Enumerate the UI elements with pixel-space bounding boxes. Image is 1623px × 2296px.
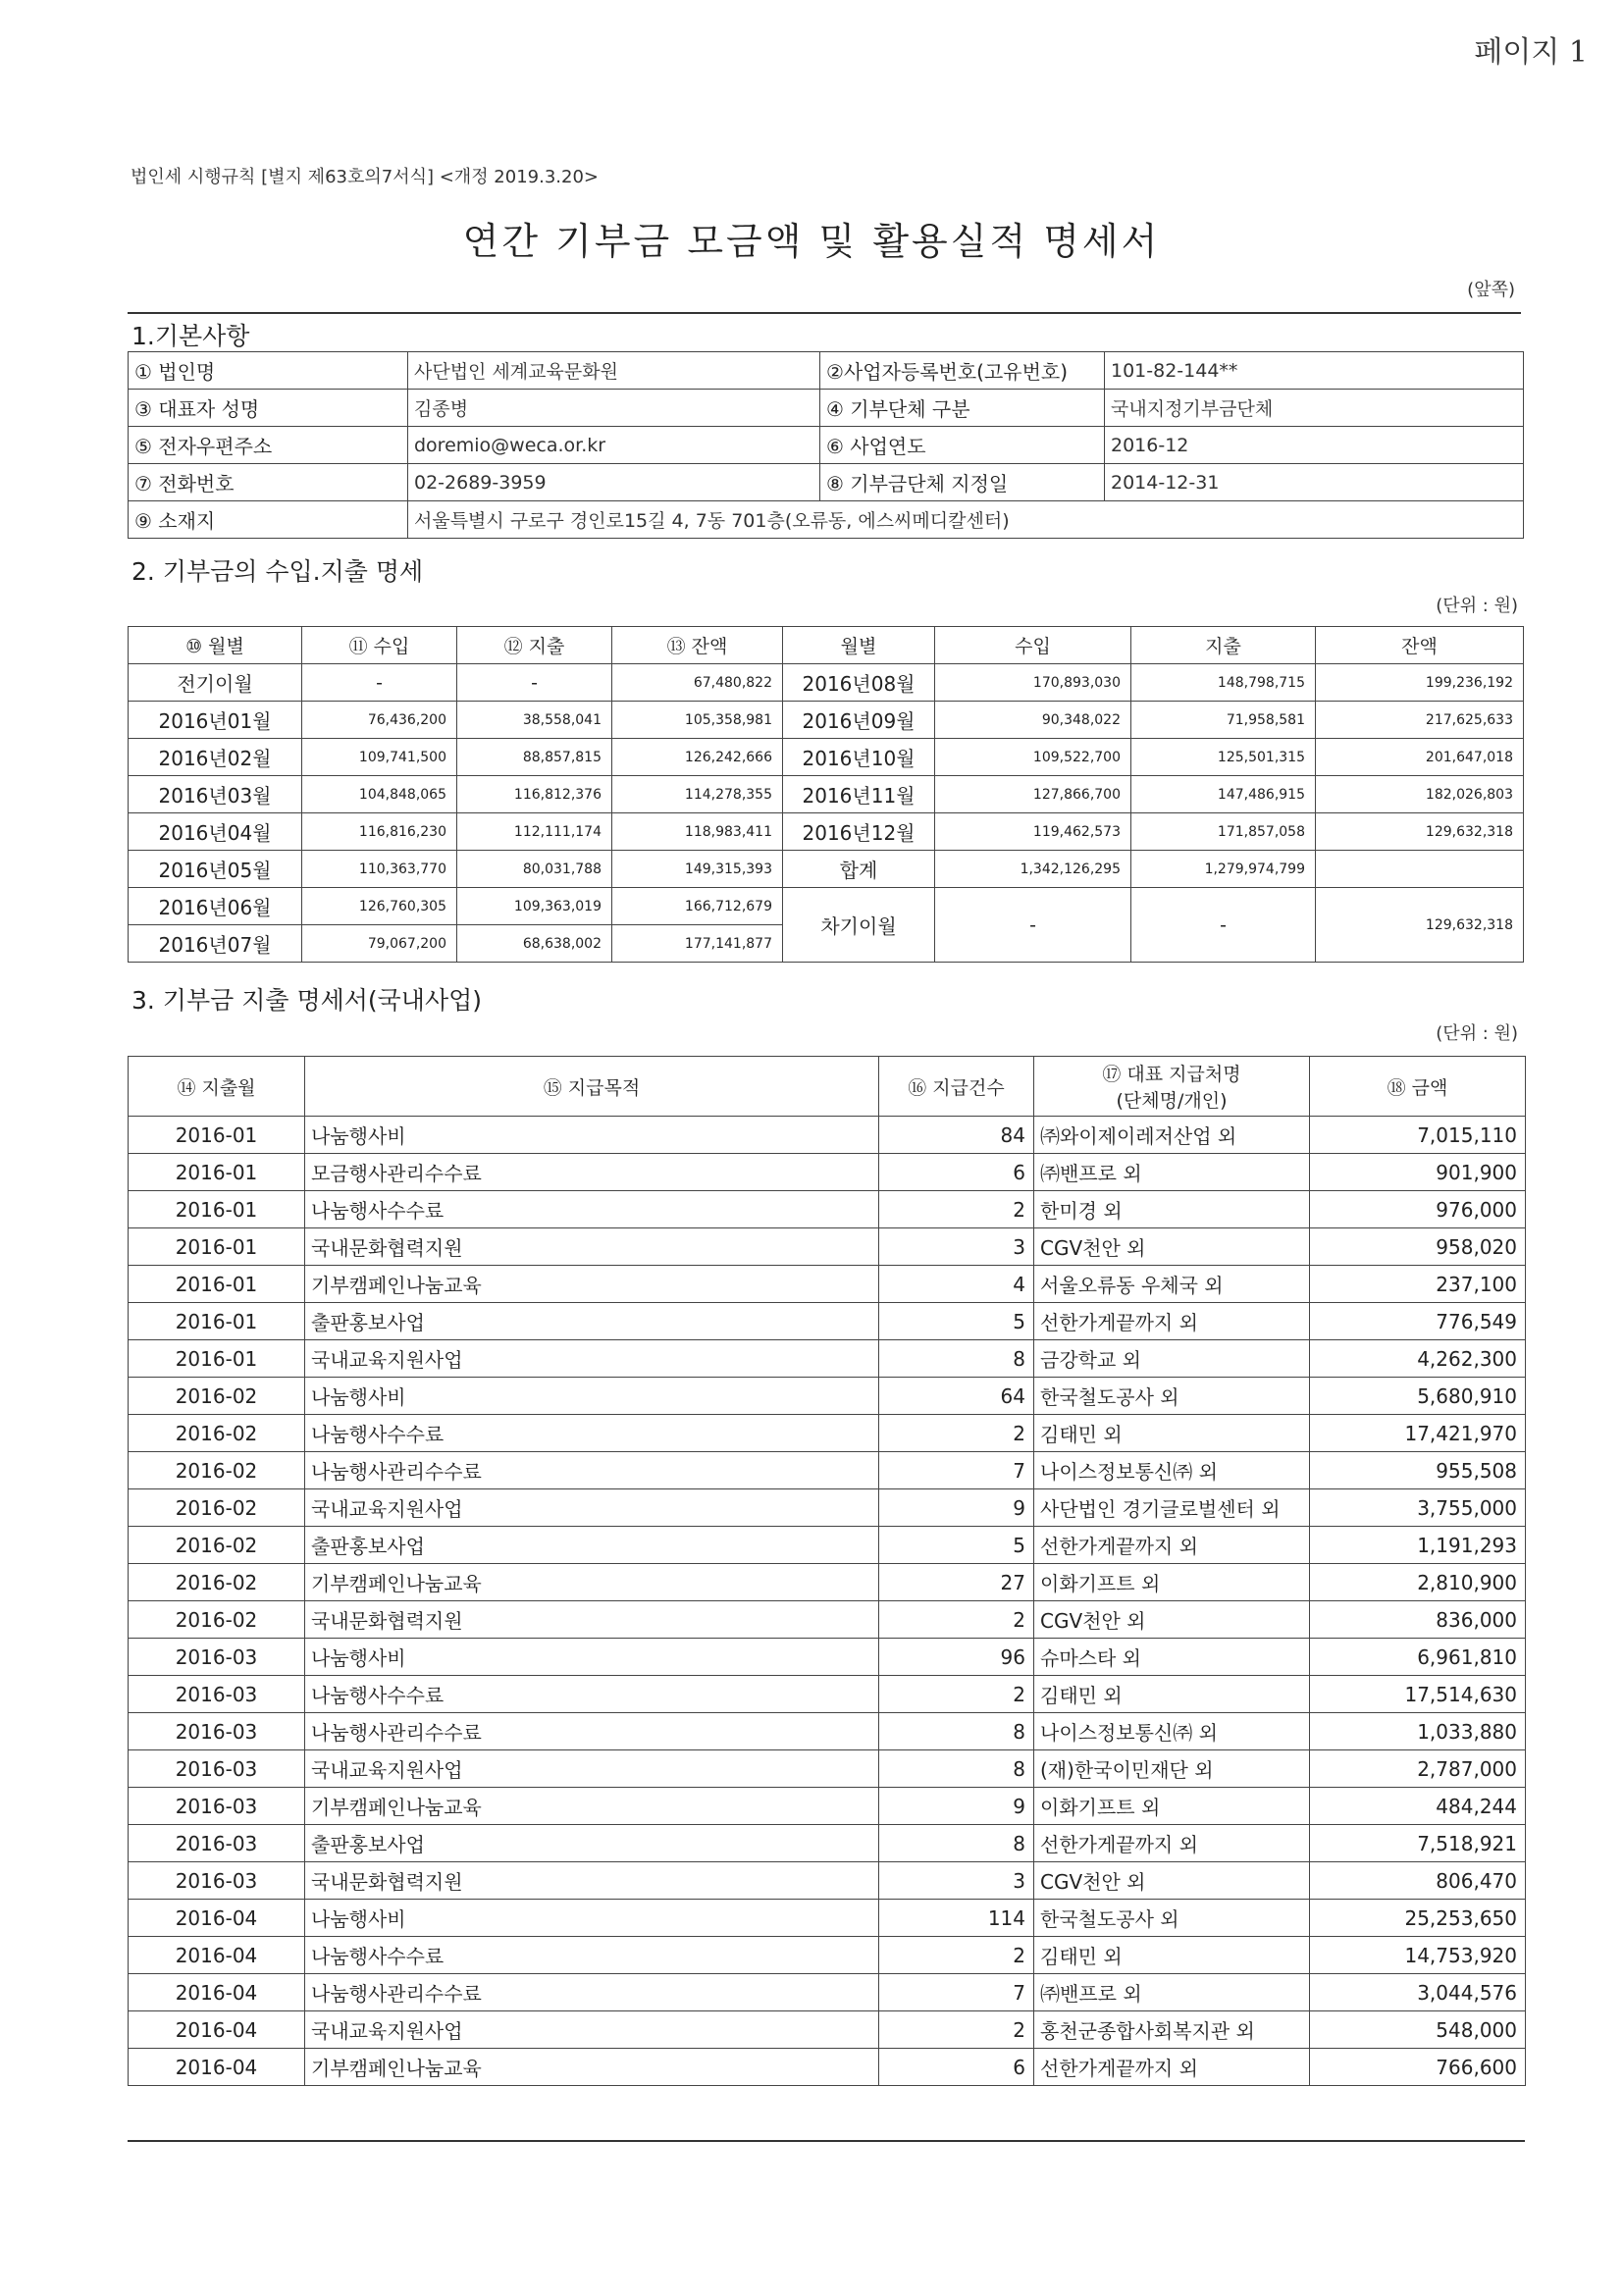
flow-month: 2016년02월: [129, 739, 302, 776]
row-count: 8: [879, 1340, 1034, 1378]
row-payee: 나이스정보통신㈜ 외: [1034, 1713, 1310, 1750]
flow-total-income: 1,342,126,295: [935, 851, 1131, 888]
row-count: 5: [879, 1527, 1034, 1564]
flow-row: [129, 739, 1524, 776]
flow-expense: 68,638,002: [457, 925, 612, 963]
section3-title: 3. 기부금 지출 명세서(국내사업): [131, 986, 483, 1015]
row-count: 9: [879, 1788, 1034, 1825]
flow-month: 2016년01월: [129, 702, 302, 739]
row-month: 2016-02: [129, 1527, 305, 1564]
flow-row: [129, 776, 1524, 813]
table-row: [129, 1564, 1526, 1601]
row-month: 2016-02: [129, 1489, 305, 1527]
row-count: 114: [879, 1900, 1034, 1937]
flow-row: [129, 888, 1524, 925]
email-label: ⑤ 전자우편주소: [129, 427, 408, 464]
row-purpose: 나눔행사수수료: [305, 1937, 879, 1974]
biz-no-value: 101-82-144**: [1105, 352, 1524, 390]
row-month: 2016-01: [129, 1154, 305, 1191]
flow-total-expense: 1,279,974,799: [1131, 851, 1316, 888]
row-month: 2016-02: [129, 1378, 305, 1415]
flow-header: ⑪ 수입: [302, 627, 457, 664]
row-payee: 사단법인 경기글로벌센터 외: [1034, 1489, 1310, 1527]
row-purpose: 국내문화협력지원: [305, 1601, 879, 1639]
flow-expense: 88,857,815: [457, 739, 612, 776]
table-row: [129, 1303, 1526, 1340]
table-row: [129, 1378, 1526, 1415]
flow-carryover-label: 차기이월: [783, 888, 935, 963]
row-payee: 한국철도공사 외: [1034, 1900, 1310, 1937]
section1-title: 1.기본사항: [131, 322, 250, 350]
row-amount: 484,244: [1310, 1788, 1526, 1825]
row-purpose: 국내문화협력지원: [305, 1862, 879, 1900]
table-row: [129, 1937, 1526, 1974]
row-payee: 한미경 외: [1034, 1191, 1310, 1228]
flow-expense: 147,486,915: [1131, 776, 1316, 813]
table-row: [129, 1340, 1526, 1378]
row-month: 2016-04: [129, 1900, 305, 1937]
flow-balance: 166,712,679: [612, 888, 783, 925]
row-count: 84: [879, 1117, 1034, 1154]
org-type-value: 국내지정기부금단체: [1105, 390, 1524, 427]
row-count: 6: [879, 1154, 1034, 1191]
row-count: 27: [879, 1564, 1034, 1601]
row-count: 64: [879, 1378, 1034, 1415]
row-amount: 548,000: [1310, 2011, 1526, 2049]
flow-income: 90,348,022: [935, 702, 1131, 739]
flow-month: 2016년07월: [129, 925, 302, 963]
row-count: 5: [879, 1303, 1034, 1340]
flow-balance: 217,625,633: [1316, 702, 1524, 739]
flow-header: 수입: [935, 627, 1131, 664]
row-purpose: 나눔행사비: [305, 1378, 879, 1415]
row-purpose: 기부캠페인나눔교육: [305, 2049, 879, 2086]
table-row: [129, 2011, 1526, 2049]
row-purpose: 출판홍보사업: [305, 1527, 879, 1564]
basic-info-table: [128, 351, 1524, 539]
table-row: [129, 1117, 1526, 1154]
flow-income: -: [302, 664, 457, 702]
flow-expense: 116,812,376: [457, 776, 612, 813]
flow-balance: 67,480,822: [612, 664, 783, 702]
row-payee: 이화기프트 외: [1034, 1788, 1310, 1825]
table-row: [129, 1825, 1526, 1862]
row-count: 4: [879, 1266, 1034, 1303]
phone-label: ⑦ 전화번호: [129, 464, 408, 501]
corp-name-label: ① 법인명: [129, 352, 408, 390]
document-title: 연간 기부금 모금액 및 활용실적 명세서: [462, 220, 1161, 263]
row-payee: CGV천안 외: [1034, 1862, 1310, 1900]
row-month: 2016-04: [129, 2011, 305, 2049]
row-payee: 이화기프트 외: [1034, 1564, 1310, 1601]
flow-balance: 126,242,666: [612, 739, 783, 776]
row-amount: 14,753,920: [1310, 1937, 1526, 1974]
row-payee: ㈜밴프로 외: [1034, 1154, 1310, 1191]
row-month: 2016-01: [129, 1191, 305, 1228]
flow-income: 127,866,700: [935, 776, 1131, 813]
flow-month: 2016년05월: [129, 851, 302, 888]
basic-row: [129, 352, 1524, 390]
row-purpose: 나눔행사비: [305, 1117, 879, 1154]
row-amount: 776,549: [1310, 1303, 1526, 1340]
row-payee: 김태민 외: [1034, 1676, 1310, 1713]
row-purpose: 나눔행사관리수수료: [305, 1713, 879, 1750]
row-count: 9: [879, 1489, 1034, 1527]
designated-value: 2014-12-31: [1105, 464, 1524, 501]
table-row: [129, 1527, 1526, 1564]
table-row: [129, 1713, 1526, 1750]
row-amount: 7,518,921: [1310, 1825, 1526, 1862]
flow-income: 109,741,500: [302, 739, 457, 776]
row-purpose: 나눔행사수수료: [305, 1415, 879, 1452]
row-purpose: 국내교육지원사업: [305, 1489, 879, 1527]
row-amount: 806,470: [1310, 1862, 1526, 1900]
row-count: 2: [879, 1191, 1034, 1228]
row-amount: 836,000: [1310, 1601, 1526, 1639]
row-amount: 3,755,000: [1310, 1489, 1526, 1527]
table-row: [129, 1415, 1526, 1452]
flow-month: 2016년03월: [129, 776, 302, 813]
row-count: 7: [879, 1974, 1034, 2011]
phone-value: 02-2689-3959: [408, 464, 820, 501]
row-count: 2: [879, 2011, 1034, 2049]
flow-income: 79,067,200: [302, 925, 457, 963]
flow-balance: 129,632,318: [1316, 813, 1524, 851]
row-payee: 슈마스타 외: [1034, 1639, 1310, 1676]
flow-balance: 105,358,981: [612, 702, 783, 739]
flow-header: ⑩ 월별: [129, 627, 302, 664]
bottom-rule: [128, 2140, 1525, 2142]
header-payee: [1034, 1057, 1310, 1117]
flow-row: [129, 813, 1524, 851]
flow-income: 76,436,200: [302, 702, 457, 739]
table-row: [129, 1154, 1526, 1191]
row-month: 2016-02: [129, 1415, 305, 1452]
row-amount: 7,015,110: [1310, 1117, 1526, 1154]
flow-expense: 109,363,019: [457, 888, 612, 925]
row-payee: 나이스정보통신㈜ 외: [1034, 1452, 1310, 1489]
row-purpose: 나눔행사관리수수료: [305, 1452, 879, 1489]
address-value: 서울특별시 구로구 경인로15길 4, 7동 701층(오류동, 에스씨메디칼센터): [408, 501, 1524, 539]
flow-expense: 171,857,058: [1131, 813, 1316, 851]
row-count: 8: [879, 1750, 1034, 1788]
flow-income: 110,363,770: [302, 851, 457, 888]
table-row: [129, 1974, 1526, 2011]
row-purpose: 나눔행사수수료: [305, 1191, 879, 1228]
row-payee: 금강학교 외: [1034, 1340, 1310, 1378]
table-row: [129, 2049, 1526, 2086]
row-payee: 김태민 외: [1034, 1415, 1310, 1452]
row-payee: ㈜와이제이레저산업 외: [1034, 1117, 1310, 1154]
row-amount: 958,020: [1310, 1228, 1526, 1266]
row-month: 2016-03: [129, 1788, 305, 1825]
regulation-reference: 법인세 시행규칙 [별지 제63호의7서식] <개정 2019.3.20>: [131, 167, 599, 187]
header-count: ⑯ 지급건수: [879, 1057, 1034, 1117]
flow-header: 지출: [1131, 627, 1316, 664]
row-purpose: 국내문화협력지원: [305, 1228, 879, 1266]
flow-expense: 112,111,174: [457, 813, 612, 851]
row-payee: (재)한국이민재단 외: [1034, 1750, 1310, 1788]
flow-header: ⑬ 잔액: [612, 627, 783, 664]
row-month: 2016-03: [129, 1676, 305, 1713]
fiscal-value: 2016-12: [1105, 427, 1524, 464]
page-label: 페이지 1: [1474, 35, 1588, 70]
row-payee: 선한가게끝까지 외: [1034, 1825, 1310, 1862]
row-amount: 237,100: [1310, 1266, 1526, 1303]
expenditure-header-row: [129, 1057, 1526, 1117]
header-payee-line1: ⑰ 대표 지급처명: [1102, 1064, 1241, 1085]
flow-carryover-expense: -: [1131, 888, 1316, 963]
flow-header: 월별: [783, 627, 935, 664]
section3-unit: (단위 : 원): [1436, 1023, 1518, 1044]
row-purpose: 기부캠페인나눔교육: [305, 1266, 879, 1303]
flow-month: 전기이월: [129, 664, 302, 702]
row-amount: 901,900: [1310, 1154, 1526, 1191]
row-month: 2016-03: [129, 1862, 305, 1900]
row-purpose: 국내교육지원사업: [305, 1750, 879, 1788]
row-payee: 홍천군종합사회복지관 외: [1034, 2011, 1310, 2049]
row-amount: 6,961,810: [1310, 1639, 1526, 1676]
flow-income: 109,522,700: [935, 739, 1131, 776]
header-amount: ⑱ 금액: [1310, 1057, 1526, 1117]
flow-month: 2016년04월: [129, 813, 302, 851]
row-count: 2: [879, 1937, 1034, 1974]
flow-balance: 199,236,192: [1316, 664, 1524, 702]
flow-balance: 118,983,411: [612, 813, 783, 851]
flow-month: 2016년08월: [783, 664, 935, 702]
flow-header: 잔액: [1316, 627, 1524, 664]
expenditure-table: [128, 1056, 1526, 2086]
row-month: 2016-01: [129, 1266, 305, 1303]
flow-month: 2016년09월: [783, 702, 935, 739]
basic-row: [129, 427, 1524, 464]
income-expense-table: [128, 626, 1524, 963]
row-amount: 17,421,970: [1310, 1415, 1526, 1452]
flow-total-balance: [1316, 851, 1524, 888]
row-month: 2016-04: [129, 1974, 305, 2011]
row-purpose: 기부캠페인나눔교육: [305, 1564, 879, 1601]
row-month: 2016-01: [129, 1340, 305, 1378]
header-payee-line2: (단체명/개인): [1116, 1090, 1228, 1112]
flow-expense: 38,558,041: [457, 702, 612, 739]
table-row: [129, 1191, 1526, 1228]
row-month: 2016-04: [129, 2049, 305, 2086]
row-payee: 선한가게끝까지 외: [1034, 1303, 1310, 1340]
row-month: 2016-01: [129, 1303, 305, 1340]
flow-month: 2016년12월: [783, 813, 935, 851]
flow-expense: 148,798,715: [1131, 664, 1316, 702]
row-purpose: 기부캠페인나눔교육: [305, 1788, 879, 1825]
row-amount: 976,000: [1310, 1191, 1526, 1228]
row-amount: 25,253,650: [1310, 1900, 1526, 1937]
row-count: 96: [879, 1639, 1034, 1676]
row-payee: 선한가게끝까지 외: [1034, 2049, 1310, 2086]
row-purpose: 국내교육지원사업: [305, 1340, 879, 1378]
row-amount: 4,262,300: [1310, 1340, 1526, 1378]
row-payee: CGV천안 외: [1034, 1601, 1310, 1639]
flow-income: 119,462,573: [935, 813, 1131, 851]
front-side-note: (앞쪽): [1467, 280, 1515, 300]
row-month: 2016-01: [129, 1228, 305, 1266]
row-count: 8: [879, 1825, 1034, 1862]
flow-header: ⑫ 지출: [457, 627, 612, 664]
flow-balance: 201,647,018: [1316, 739, 1524, 776]
table-row: [129, 1750, 1526, 1788]
row-month: 2016-04: [129, 1937, 305, 1974]
table-row: [129, 1266, 1526, 1303]
basic-row: [129, 464, 1524, 501]
flow-income: 104,848,065: [302, 776, 457, 813]
flow-balance: 114,278,355: [612, 776, 783, 813]
table-row: [129, 1228, 1526, 1266]
section2-title: 2. 기부금의 수입.지출 명세: [131, 557, 424, 586]
row-amount: 1,033,880: [1310, 1713, 1526, 1750]
row-month: 2016-01: [129, 1117, 305, 1154]
row-payee: 한국철도공사 외: [1034, 1378, 1310, 1415]
flow-carryover-balance: 129,632,318: [1316, 888, 1524, 963]
flow-month: 2016년10월: [783, 739, 935, 776]
flow-month: 2016년11월: [783, 776, 935, 813]
row-count: 2: [879, 1676, 1034, 1713]
table-row: [129, 1862, 1526, 1900]
email-value: doremio@weca.or.kr: [408, 427, 820, 464]
flow-income: 116,816,230: [302, 813, 457, 851]
row-count: 7: [879, 1452, 1034, 1489]
flow-row: [129, 664, 1524, 702]
row-amount: 2,787,000: [1310, 1750, 1526, 1788]
row-purpose: 나눔행사비: [305, 1900, 879, 1937]
flow-expense: 125,501,315: [1131, 739, 1316, 776]
row-purpose: 나눔행사비: [305, 1639, 879, 1676]
row-amount: 766,600: [1310, 2049, 1526, 2086]
flow-balance: 149,315,393: [612, 851, 783, 888]
row-amount: 2,810,900: [1310, 1564, 1526, 1601]
flow-income: 126,760,305: [302, 888, 457, 925]
table-row: [129, 1489, 1526, 1527]
flow-row: [129, 851, 1524, 888]
row-purpose: 출판홍보사업: [305, 1825, 879, 1862]
row-purpose: 나눔행사수수료: [305, 1676, 879, 1713]
row-payee: 서울오류동 우체국 외: [1034, 1266, 1310, 1303]
row-count: 8: [879, 1713, 1034, 1750]
row-payee: 선한가게끝까지 외: [1034, 1527, 1310, 1564]
rep-label: ③ 대표자 성명: [129, 390, 408, 427]
basic-row: [129, 501, 1524, 539]
row-month: 2016-03: [129, 1825, 305, 1862]
corp-name-value: 사단법인 세계교육문화원: [408, 352, 820, 390]
row-month: 2016-03: [129, 1639, 305, 1676]
biz-no-label: ②사업자등록번호(고유번호): [820, 352, 1105, 390]
section2-unit: (단위 : 원): [1436, 596, 1518, 616]
flow-income: 170,893,030: [935, 664, 1131, 702]
flow-expense: 80,031,788: [457, 851, 612, 888]
flow-expense: -: [457, 664, 612, 702]
flow-balance: 182,026,803: [1316, 776, 1524, 813]
row-count: 2: [879, 1601, 1034, 1639]
rep-value: 김종병: [408, 390, 820, 427]
expenditure-body: [129, 1117, 1526, 2086]
table-row: [129, 1676, 1526, 1713]
fiscal-label: ⑥ 사업연도: [820, 427, 1105, 464]
table-row: [129, 1452, 1526, 1489]
header-purpose: ⑮ 지급목적: [305, 1057, 879, 1117]
row-payee: ㈜밴프로 외: [1034, 1974, 1310, 2011]
table-row: [129, 1900, 1526, 1937]
flow-carryover-income: -: [935, 888, 1131, 963]
basic-row: [129, 390, 1524, 427]
row-payee: 김태민 외: [1034, 1937, 1310, 1974]
row-month: 2016-02: [129, 1452, 305, 1489]
flow-month: 2016년06월: [129, 888, 302, 925]
designated-label: ⑧ 기부금단체 지정일: [820, 464, 1105, 501]
section1-top-rule: [128, 312, 1521, 314]
flow-total-label: 합계: [783, 851, 935, 888]
org-type-label: ④ 기부단체 구분: [820, 390, 1105, 427]
row-purpose: 모금행사관리수수료: [305, 1154, 879, 1191]
row-purpose: 나눔행사관리수수료: [305, 1974, 879, 2011]
row-amount: 5,680,910: [1310, 1378, 1526, 1415]
row-count: 3: [879, 1228, 1034, 1266]
row-amount: 955,508: [1310, 1452, 1526, 1489]
row-count: 6: [879, 2049, 1034, 2086]
table-row: [129, 1788, 1526, 1825]
row-purpose: 출판홍보사업: [305, 1303, 879, 1340]
header-month: ⑭ 지출월: [129, 1057, 305, 1117]
flow-header-row: [129, 627, 1524, 664]
row-purpose: 국내교육지원사업: [305, 2011, 879, 2049]
row-month: 2016-02: [129, 1601, 305, 1639]
row-month: 2016-03: [129, 1713, 305, 1750]
table-row: [129, 1639, 1526, 1676]
row-month: 2016-03: [129, 1750, 305, 1788]
flow-row: [129, 702, 1524, 739]
flow-balance: 177,141,877: [612, 925, 783, 963]
table-row: [129, 1601, 1526, 1639]
row-month: 2016-02: [129, 1564, 305, 1601]
row-amount: 3,044,576: [1310, 1974, 1526, 2011]
address-label: ⑨ 소재지: [129, 501, 408, 539]
row-count: 2: [879, 1415, 1034, 1452]
row-amount: 1,191,293: [1310, 1527, 1526, 1564]
row-payee: CGV천안 외: [1034, 1228, 1310, 1266]
row-amount: 17,514,630: [1310, 1676, 1526, 1713]
row-count: 3: [879, 1862, 1034, 1900]
flow-expense: 71,958,581: [1131, 702, 1316, 739]
